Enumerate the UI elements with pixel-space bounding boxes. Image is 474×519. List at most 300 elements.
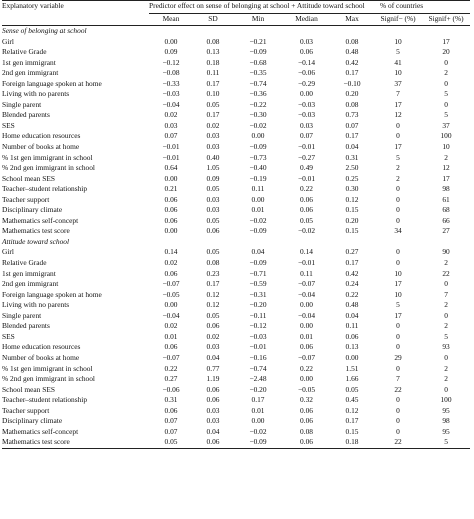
max-cell: 0.42 [345,268,359,278]
signif-pos-cell: 5 [444,110,448,120]
mean-cell: 0.05 [149,437,193,448]
min-cell: 0.01 [251,405,265,415]
max-cell: 0.17 [345,258,359,268]
median-cell: 0.11 [300,268,313,278]
table-row [2,437,470,448]
sd-cell: 0.03 [206,405,220,415]
sd-cell: 0.23 [206,268,220,278]
row-label: Foreign language spoken at home [2,289,102,299]
row-label: Home education resources [2,342,81,352]
sd-cell: 0.02 [206,331,220,341]
signif-pos-cell: 22 [442,268,450,278]
signif-neg-cell: 10 [394,68,402,78]
signif-neg-cell: 17 [394,142,402,152]
row-label: % 2nd gen immigrant in school [2,163,95,173]
row-label: Blended parents [2,321,50,331]
row-label: Mathematics test score [2,226,70,236]
row-label: Girl [2,36,14,46]
mean-cell: 0.00 [164,173,178,183]
median-cell: 0.03 [300,120,313,130]
signif-pos-cell: 98 [442,184,450,194]
median-cell: −0.03 [297,110,316,120]
signif-pos-cell: 17 [442,173,450,183]
signif-neg-cell: 17 [394,279,402,289]
row-label: % 2nd gen immigrant in school [2,374,95,384]
column-header-signif-pos: Signif+ (%) [422,14,470,26]
min-cell: −0.68 [249,57,267,67]
signif-neg-cell: 0 [396,258,400,268]
row-label: Living with no parents [2,300,70,310]
row-label: SES [2,331,15,341]
signif-neg-cell: 0 [396,194,400,204]
row-label: Blended parents [2,110,50,120]
table-row [2,374,470,385]
mean-cell: 0.06 [164,268,178,278]
min-cell: −0.20 [249,384,267,394]
sd-cell: 0.06 [206,384,220,394]
max-cell: 0.45 [345,395,359,405]
table-row [2,47,470,58]
median-cell: −0.29 [297,78,316,88]
sd-cell: 0.03 [206,194,220,204]
mean-cell: 0.22 [164,363,178,373]
sd-cell: 0.12 [206,289,220,299]
sd-cell: 0.03 [206,342,220,352]
sd-cell: 0.03 [206,205,220,215]
table-row [2,258,470,269]
min-cell: −0.35 [249,68,267,78]
signif-neg-cell: 0 [396,215,400,225]
signif-pos-cell: 93 [442,342,450,352]
row-label: % 1st gen immigrant in school [2,363,93,373]
column-header-signif-neg: Signif− (%) [374,14,422,26]
signif-neg-cell: 0 [396,205,400,215]
signif-neg-cell: 0 [396,131,400,141]
row-label: Mathematics self-concept [2,426,79,436]
signif-neg-cell: 5 [396,300,400,310]
max-cell: 0.17 [345,68,359,78]
min-cell: −0.09 [249,226,267,236]
max-cell: 0.12 [345,405,359,415]
max-cell: 1.66 [345,374,359,384]
signif-pos-cell: 0 [444,57,448,67]
row-label: Home education resources [2,131,81,141]
signif-pos-cell: 90 [442,247,450,257]
mean-cell: 0.09 [164,47,178,57]
signif-neg-cell: 0 [396,321,400,331]
min-cell: 0.00 [251,416,265,426]
min-cell: −0.74 [249,78,267,88]
signif-neg-cell: 22 [374,437,422,448]
predictor-group-header: Predictor effect on sense of belonging at school + Attitude toward school [149,1,374,14]
median-cell: 0.07 [300,131,313,141]
signif-neg-cell: 7 [396,89,400,99]
row-label: Mathematics self-concept [2,215,79,225]
mean-cell: 0.07 [164,131,178,141]
median-cell: 0.00 [300,89,313,99]
min-cell: −0.71 [249,268,267,278]
sd-cell: 0.04 [206,352,220,362]
max-cell: 0.12 [345,194,359,204]
signif-pos-cell: 95 [442,426,450,436]
max-cell: 0.08 [345,36,359,46]
mean-cell: 0.06 [164,205,178,215]
signif-pos-cell: 20 [442,47,450,57]
table-row [2,342,470,353]
median-cell: −0.01 [297,258,316,268]
max-cell: 0.25 [345,173,359,183]
table-row [2,131,470,142]
row-label: Foreign language spoken at home [2,78,102,88]
table-row [2,427,470,438]
table-row [2,58,470,69]
section-heading-row [2,237,470,248]
sd-cell: 0.40 [206,152,220,162]
max-cell: 0.00 [345,352,359,362]
max-cell: −0.10 [343,78,361,88]
row-label: School mean SES [2,384,55,394]
mean-cell: 0.06 [164,194,178,204]
signif-pos-cell: 66 [442,215,450,225]
table-row [2,68,470,79]
table-row [2,174,470,185]
median-cell: −0.03 [297,99,316,109]
signif-neg-cell: 0 [396,184,400,194]
row-label: Living with no parents [2,89,70,99]
signif-neg-cell: 0 [396,416,400,426]
table-row [2,406,470,417]
mean-cell: 0.06 [164,342,178,352]
table-row [2,385,470,396]
table-row [2,163,470,174]
section-title: Attitude toward school [2,236,70,246]
sd-cell: 0.06 [206,321,220,331]
mean-cell: 0.64 [164,163,178,173]
max-cell: 0.04 [345,310,359,320]
row-label: School mean SES [2,173,55,183]
countries-group-header: % of countries [374,1,470,14]
sd-cell: 0.05 [206,310,220,320]
median-cell: −0.01 [297,142,316,152]
signif-pos-cell: 17 [442,36,450,46]
row-label: Mathematics test score [2,437,149,448]
mean-cell: −0.07 [162,352,180,362]
signif-pos-cell: 68 [442,205,450,215]
signif-neg-cell: 10 [394,289,402,299]
row-label: % 1st gen immigrant in school [2,152,93,162]
min-cell: −0.22 [249,99,267,109]
sd-cell: 0.03 [206,416,220,426]
sd-cell: 0.03 [206,131,220,141]
signif-neg-cell: 22 [394,384,402,394]
mean-cell: 0.21 [164,184,178,194]
column-header-mean: Mean [149,14,193,26]
mean-cell: −0.12 [162,57,180,67]
mean-cell: 0.07 [164,426,178,436]
max-cell: 0.48 [345,47,359,57]
signif-pos-cell: 37 [442,120,450,130]
median-cell: 0.06 [300,342,313,352]
sd-cell: 0.08 [206,258,220,268]
median-cell: 0.06 [300,194,313,204]
signif-pos-cell: 2 [444,152,448,162]
signif-neg-cell: 0 [396,120,400,130]
max-cell: 0.04 [345,142,359,152]
signif-neg-cell: 0 [396,247,400,257]
sd-cell: 0.10 [206,89,220,99]
table-row [2,195,470,206]
row-label: Relative Grade [2,47,47,57]
median-cell: 0.22 [300,184,313,194]
table-row [2,321,470,332]
min-cell: −0.12 [249,321,267,331]
mean-cell: 0.06 [164,405,178,415]
signif-neg-cell: 0 [396,395,400,405]
signif-pos-cell: 5 [422,437,470,448]
signif-pos-cell: 2 [444,258,448,268]
signif-pos-cell: 0 [444,279,448,289]
min-cell: 0.00 [251,194,265,204]
signif-pos-cell: 98 [442,416,450,426]
sd-cell: 1.19 [206,374,220,384]
min-cell: 0.04 [251,247,265,257]
mean-cell: 0.06 [164,215,178,225]
max-cell: 0.24 [345,279,359,289]
median-cell: −0.04 [297,289,316,299]
min-cell: −0.73 [249,152,267,162]
mean-cell: −0.08 [162,68,180,78]
row-label: Number of books at home [2,352,80,362]
signif-neg-cell: 37 [394,78,402,88]
median-cell: −0.06 [297,68,316,78]
median-cell: 0.05 [300,215,313,225]
min-cell: 0.11 [251,184,265,194]
max-cell: 0.07 [345,120,359,130]
mean-cell: −0.01 [162,152,180,162]
sd-cell: 0.09 [206,173,220,183]
min-cell: −0.03 [249,331,267,341]
max-cell: 0.06 [345,331,359,341]
max-cell: 0.08 [345,99,359,109]
sd-cell: 0.08 [206,36,220,46]
table-row [2,89,470,100]
min-cell: −0.16 [249,352,267,362]
table-row [2,216,470,227]
signif-neg-cell: 0 [396,331,400,341]
median-cell: 0.32 [300,395,313,405]
sd-cell: 0.17 [206,279,220,289]
signif-neg-cell: 5 [396,47,400,57]
sd-cell: 0.11 [206,68,220,78]
signif-neg-cell: 29 [394,352,402,362]
table-row [2,226,470,237]
table-row [2,110,470,121]
median-cell: −0.04 [297,310,316,320]
signif-pos-cell: 2 [444,68,448,78]
max-cell: 0.31 [345,152,359,162]
column-header-median: Median [283,14,330,26]
median-cell: −0.14 [297,57,316,67]
median-cell: −0.07 [297,352,316,362]
max-cell: 0.15 [345,426,359,436]
median-cell: −0.05 [297,384,316,394]
signif-pos-cell: 12 [442,163,450,173]
signif-neg-cell: 5 [396,152,400,162]
signif-pos-cell: 2 [444,363,448,373]
min-cell: −0.09 [249,258,267,268]
column-header-max: Max [330,14,374,26]
row-label: SES [2,120,15,130]
row-label: 2nd gen immigrant [2,68,59,78]
signif-neg-cell: 17 [394,99,402,109]
max-cell: 0.15 [345,205,359,215]
signif-neg-cell: 12 [394,110,402,120]
row-label: Single parent [2,99,42,109]
sd-cell: 0.12 [206,300,220,310]
median-cell: 0.01 [300,331,313,341]
min-cell: −0.30 [249,110,267,120]
signif-neg-cell: 10 [394,36,402,46]
min-cell: 0.01 [251,205,265,215]
min-cell: −0.02 [249,215,267,225]
sd-cell: 0.13 [206,47,220,57]
table-row [2,184,470,195]
mean-cell: 0.00 [164,226,178,236]
sd-cell: 0.05 [206,99,220,109]
min-cell: −2.48 [249,374,267,384]
median-cell: 0.00 [300,374,313,384]
median-cell: 0.00 [300,300,313,310]
signif-pos-cell: 100 [440,395,452,405]
row-label: Single parent [2,310,42,320]
median-cell: −0.27 [297,152,316,162]
max-cell: 0.42 [345,57,359,67]
signif-pos-cell: 7 [444,289,448,299]
median-cell: 0.14 [300,247,313,257]
table-row [2,353,470,364]
median-cell: 0.06 [300,405,313,415]
mean-cell: 0.07 [164,416,178,426]
column-header-min: Min [233,14,283,26]
table-row [2,311,470,322]
row-label: 2nd gen immigrant [2,279,59,289]
sd-cell: 0.04 [206,426,220,436]
median-cell: −0.01 [297,173,316,183]
sd-cell: 1.05 [206,163,220,173]
sd-cell: 0.18 [206,57,220,67]
max-cell: 0.18 [330,437,374,448]
table-row [2,364,470,375]
signif-pos-cell: 10 [442,142,450,152]
column-header-sd: SD [193,14,233,26]
mean-cell: −0.01 [162,142,180,152]
table-row [2,290,470,301]
median-cell: 0.06 [283,437,330,448]
min-cell: −0.74 [249,363,267,373]
max-cell: 0.22 [345,289,359,299]
min-cell: −0.36 [249,89,267,99]
sd-cell: 0.05 [206,247,220,257]
signif-pos-cell: 100 [440,131,452,141]
mean-cell: 0.00 [164,300,178,310]
mean-cell: 0.02 [164,258,178,268]
max-cell: 0.15 [345,226,359,236]
sd-cell: 0.06 [206,226,220,236]
min-cell: −0.59 [249,279,267,289]
signif-pos-cell: 5 [444,331,448,341]
signif-pos-cell: 0 [444,78,448,88]
header-spacer [2,14,149,26]
mean-cell: −0.33 [162,78,180,88]
row-label: Number of books at home [2,142,80,152]
table-row [2,121,470,132]
row-label: Disciplinary climate [2,205,63,215]
table-row [2,332,470,343]
mean-cell: 0.03 [164,120,178,130]
min-cell: −0.31 [249,289,267,299]
row-label: Relative Grade [2,258,47,268]
signif-neg-cell: 7 [396,374,400,384]
section-heading-row [2,26,470,37]
table-row [2,79,470,90]
signif-neg-cell: 2 [396,163,400,173]
row-label: Teacher–student relationship [2,184,88,194]
min-cell: −0.02 [249,426,267,436]
min-cell: 0.00 [251,131,265,141]
median-cell: 0.22 [300,363,313,373]
sd-cell: 0.06 [206,395,220,405]
sd-cell: 0.77 [206,363,220,373]
mean-cell: 0.00 [164,36,178,46]
max-cell: 0.48 [345,300,359,310]
signif-pos-cell: 5 [444,89,448,99]
min-cell: −0.40 [249,163,267,173]
table-row [2,416,470,427]
mean-cell: 0.27 [164,374,178,384]
table-header [2,1,470,26]
row-label: Teacher support [2,194,50,204]
median-cell: 0.49 [300,163,313,173]
median-cell: −0.07 [297,279,316,289]
signif-neg-cell: 0 [396,363,400,373]
signif-pos-cell: 61 [442,194,450,204]
table-row [2,205,470,216]
signif-neg-cell: 17 [394,310,402,320]
min-cell: −0.11 [249,310,267,320]
table-row [2,100,470,111]
signif-pos-cell: 0 [444,99,448,109]
row-label: Girl [2,247,14,257]
sd-cell: 0.05 [206,184,220,194]
mean-cell: −0.06 [162,384,180,394]
signif-pos-cell: 2 [444,300,448,310]
row-label: Teacher support [2,405,50,415]
max-cell: 0.17 [345,416,359,426]
signif-pos-cell: 2 [444,374,448,384]
max-cell: 0.27 [345,247,359,257]
min-cell: 0.17 [251,395,265,405]
table-body [2,26,470,449]
mean-cell: 0.02 [164,110,178,120]
sd-cell: 0.03 [206,142,220,152]
signif-pos-cell: 95 [442,405,450,415]
mean-cell: −0.05 [162,289,180,299]
min-cell: −0.09 [233,437,283,448]
median-cell: 0.06 [300,47,313,57]
max-cell: 0.05 [345,384,359,394]
max-cell: 1.51 [345,363,359,373]
row-label: Disciplinary climate [2,416,63,426]
